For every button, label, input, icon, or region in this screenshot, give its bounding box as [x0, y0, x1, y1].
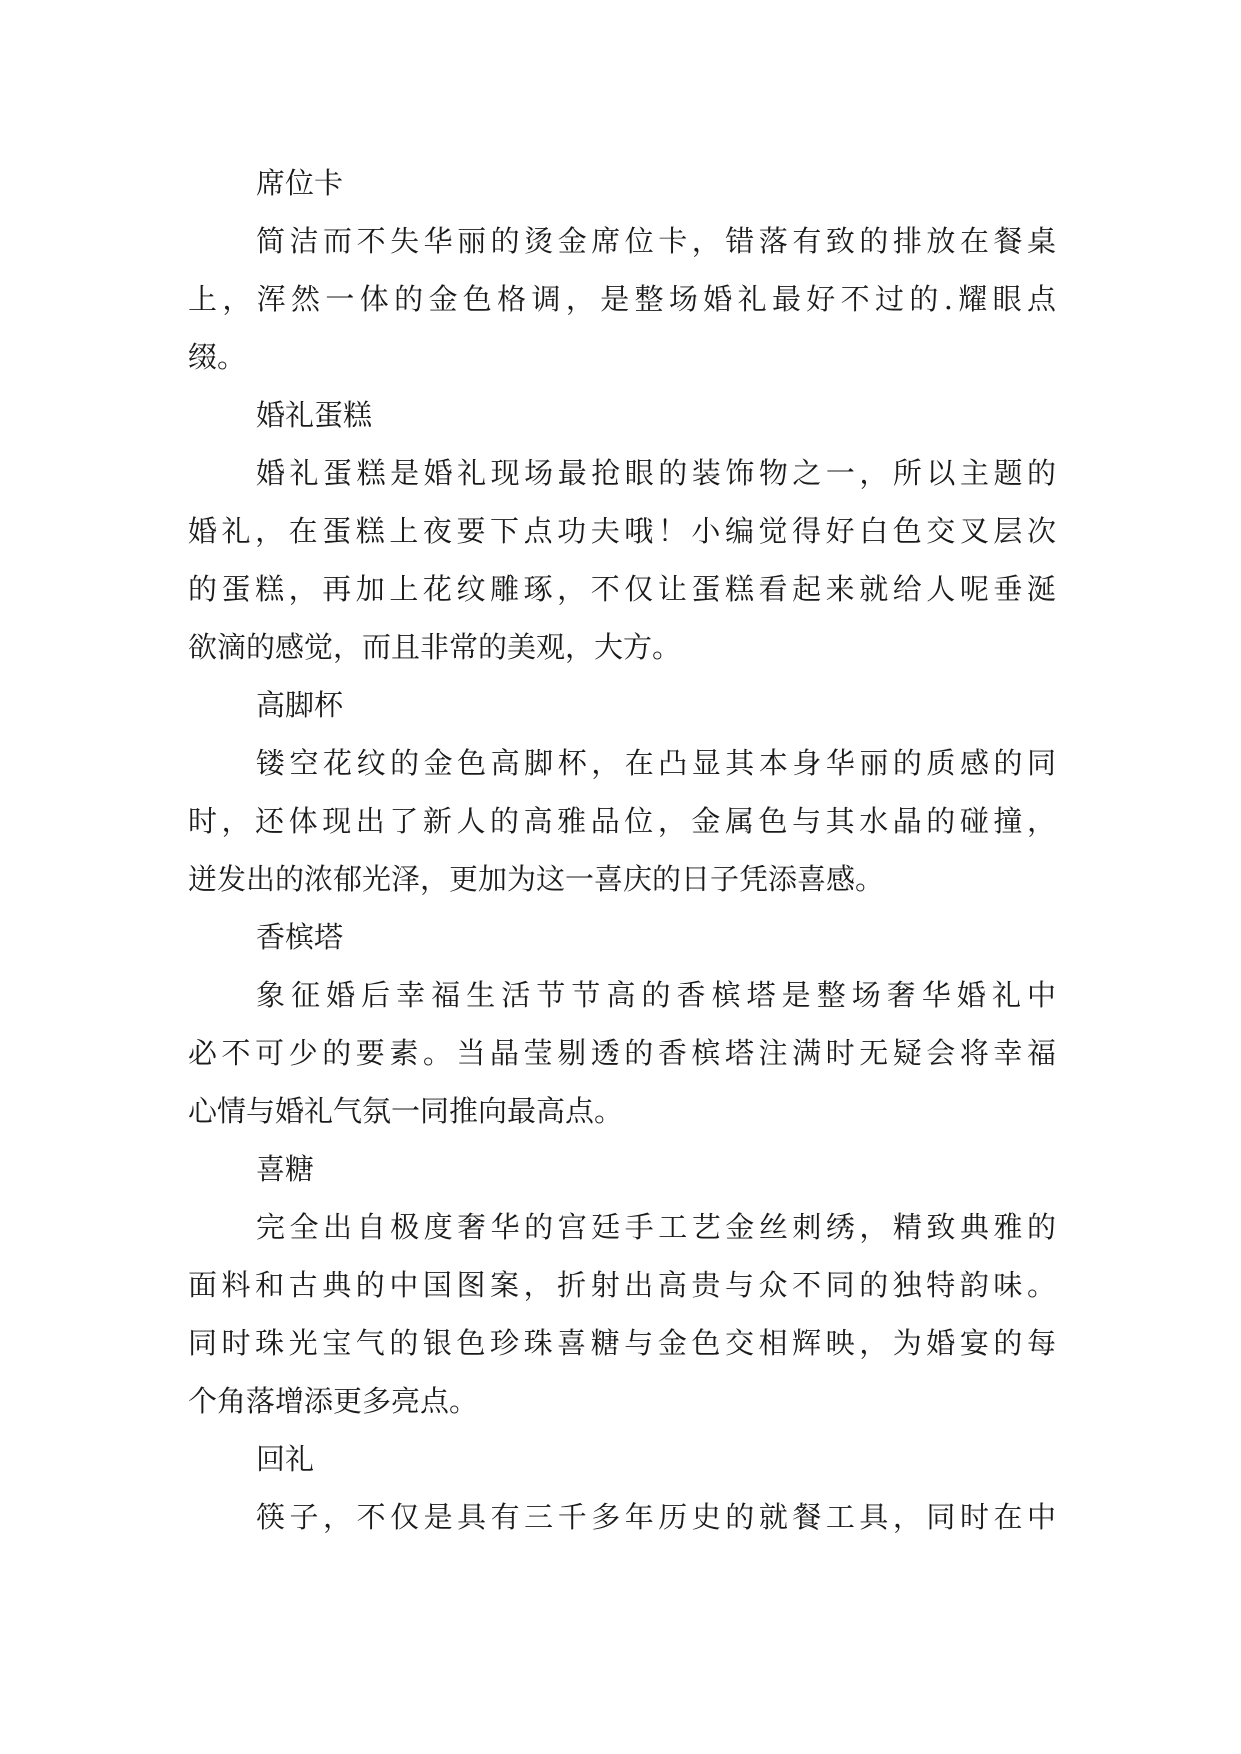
paragraph-line: 简洁而不失华丽的烫金席位卡，错落有致的排放在餐桌 [256, 224, 1056, 258]
paragraph-line: 缀。 [188, 340, 247, 374]
section-heading: 喜糖 [256, 1152, 315, 1186]
paragraph-line: 面料和古典的中国图案，折射出高贵与众不同的独特韵味。 [188, 1268, 1056, 1302]
paragraph-line: 上，浑然一体的金色格调，是整场婚礼最好不过的.耀眼点 [188, 282, 1056, 316]
section-wedding-cake [188, 386, 1056, 676]
paragraph-line: 婚礼蛋糕是婚礼现场最抢眼的装饰物之一，所以主题的 [256, 456, 1056, 490]
paragraph-line: 同时珠光宝气的银色珍珠喜糖与金色交相辉映，为婚宴的每 [188, 1326, 1056, 1360]
section-return-gift [188, 1430, 1056, 1546]
document-body [188, 154, 1056, 1546]
section-wedding-candy [188, 1140, 1056, 1430]
paragraph-line: 心情与婚礼气氛一同推向最高点。 [188, 1094, 624, 1128]
paragraph-line: 欲滴的感觉，而且非常的美观，大方。 [188, 630, 682, 664]
section-goblet [188, 676, 1056, 908]
paragraph-line: 的蛋糕，再加上花纹雕琢，不仅让蛋糕看起来就给人呢垂涎 [188, 572, 1056, 606]
paragraph-line: 象征婚后幸福生活节节高的香槟塔是整场奢华婚礼中 [256, 978, 1056, 1012]
section-heading: 回礼 [256, 1442, 315, 1476]
paragraph-line: 时，还体现出了新人的高雅品位，金属色与其水晶的碰撞， [188, 804, 1056, 838]
paragraph-line: 个角落增添更多亮点。 [188, 1384, 479, 1418]
section-heading: 高脚杯 [256, 688, 344, 722]
section-heading: 婚礼蛋糕 [256, 398, 373, 432]
paragraph-line: 完全出自极度奢华的宫廷手工艺金丝刺绣，精致典雅的 [256, 1210, 1056, 1244]
paragraph-line: 迸发出的浓郁光泽，更加为这一喜庆的日子凭添喜感。 [188, 862, 885, 896]
paragraph-line: 筷子，不仅是具有三千多年历史的就餐工具，同时在中 [256, 1500, 1056, 1534]
paragraph-line: 镂空花纹的金色高脚杯，在凸显其本身华丽的质感的同 [256, 746, 1056, 780]
paragraph-line: 婚礼，在蛋糕上夜要下点功夫哦！小编觉得好白色交叉层次 [188, 514, 1056, 548]
section-seat-card [188, 154, 1056, 386]
paragraph-line: 必不可少的要素。当晶莹剔透的香槟塔注满时无疑会将幸福 [188, 1036, 1056, 1070]
section-heading: 席位卡 [256, 166, 344, 200]
section-champagne-tower [188, 908, 1056, 1140]
section-heading: 香槟塔 [256, 920, 344, 954]
